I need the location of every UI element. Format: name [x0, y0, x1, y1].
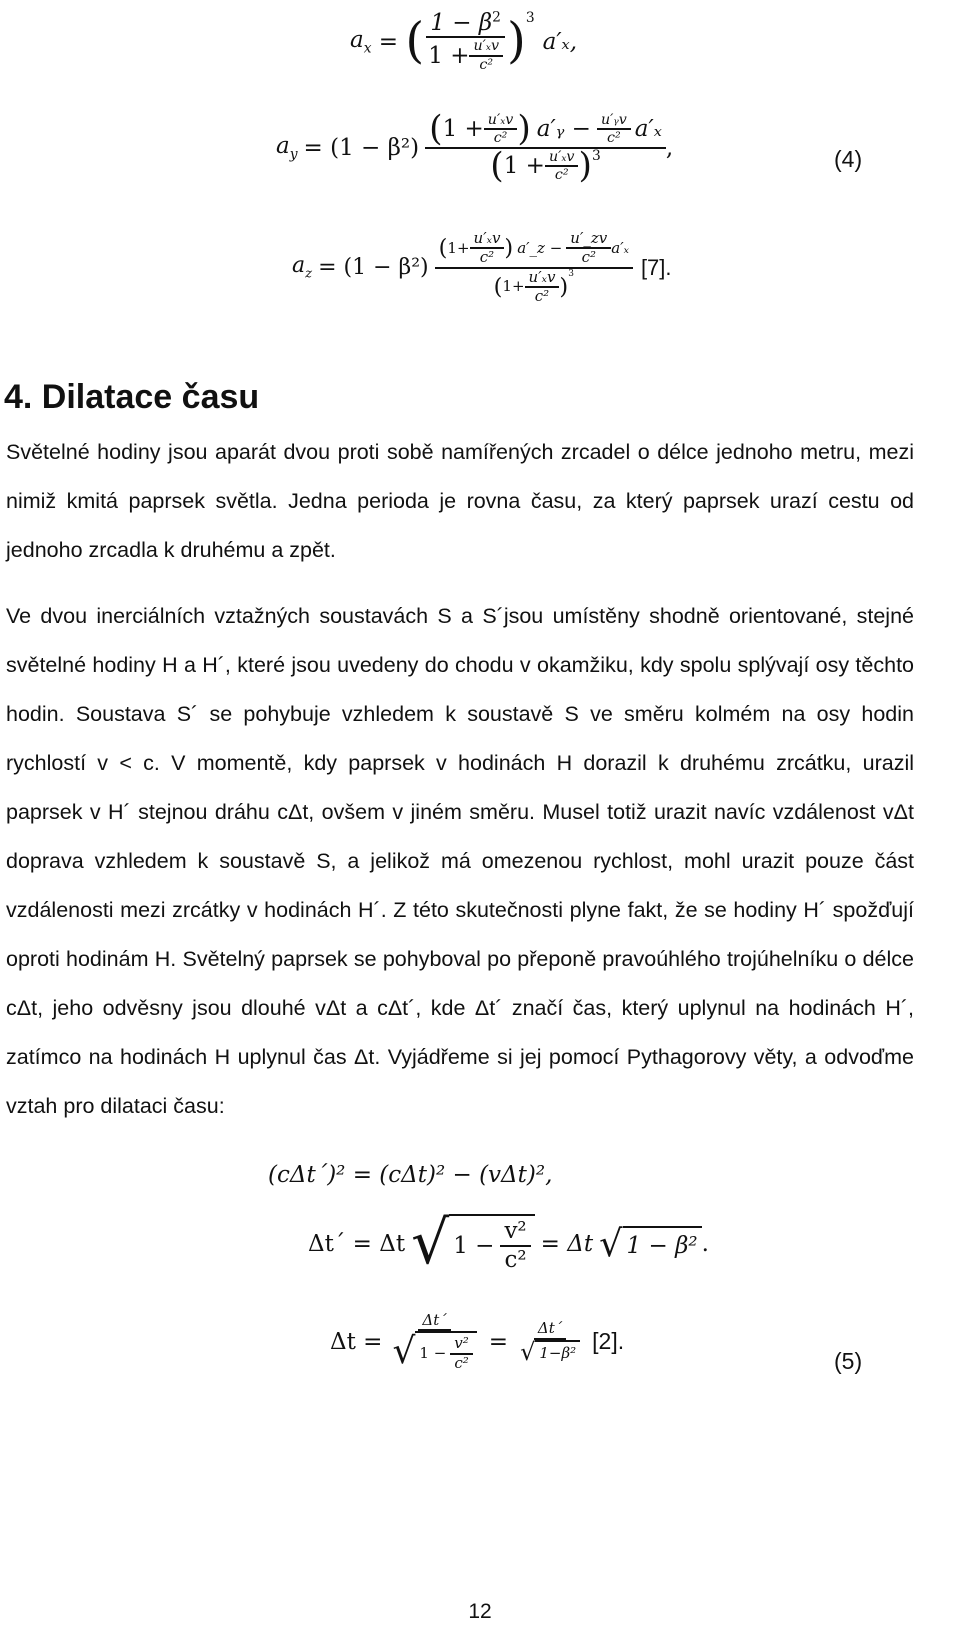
equation-dilation-2: Δt = Δt´ √ 1 − $\frac{\text{v²}}{\text{c²}}$ = Δt´ √ 1−β² [2]. [330, 1311, 625, 1372]
az-fraction: ( 1+ $\frac{\text{u′ₓv}}{\text{c²}}$ ) a′_z − $\frac{u'\_zv}{\text{c²}}$ a′ₓ ( 1+ $\frac{\text{u′ₓv}}{\text{c²}}$ ) 3 [435, 230, 633, 305]
equation-number-4: (4) [834, 146, 863, 172]
section-heading: 4. Dilatace času [4, 378, 260, 416]
dt2-fraction-2: Δt´ √ 1−β² [516, 1320, 584, 1363]
equation-pythagoras: (cΔt´)² = (cΔt)² − (vΔt)², [268, 1162, 553, 1188]
page-number: 12 [468, 1600, 492, 1623]
dt2-fraction-1: Δt´ √ 1 − $\frac{\text{v²}}{\text{c²}}$ [388, 1312, 480, 1372]
equation-ay: $a_y$ = (1 − β²) ( 1 + $\frac{\text{u′ₓv}}{\text{c²}}$ ) a′ᵧ − $\frac{\text{u′ᵧv}}{\text{c²}}$ a′ₓ ( 1 + $\frac{\text{u′ₓv}}{\text{c²}}$ ) 3 , [276, 108, 674, 186]
equation-number-5: (5) [834, 1348, 863, 1374]
sqrt-2: √ 1 − β² [599, 1226, 702, 1263]
equation-ax: $a_x$ = ( $1 - \beta^2$ 1 + $\frac{\text{u′ₓv}}{\text{c²}}$ ) 3 a′ₓ, [350, 9, 578, 73]
paragraph-light-clock: Světelné hodiny jsou aparát dvou proti sobě namířených zrcadel o délce jednoho metru, mezi nimiž kmitá paprsek světla. Jedna perioda je rovna času, za který paprsek urazí cestu od jednoho zrcadla k druhému a zpět. [6, 440, 914, 562]
ay-fraction: ( 1 + $\frac{\text{u′ₓv}}{\text{c²}}$ ) a′ᵧ − $\frac{\text{u′ᵧv}}{\text{c²}}$ a′ₓ ( 1 + $\frac{\text{u′ₓv}}{\text{c²}}$ ) 3 [425, 112, 666, 184]
ax-lhs: $a_x$ [350, 26, 372, 57]
az-lhs: $a_z$ [292, 253, 313, 282]
ay-lhs: $a_y$ [276, 132, 298, 163]
ax-fraction: $1 - \beta^2$ 1 + $\frac{\text{u′ₓv}}{\text{c²}}$ [424, 10, 507, 73]
equation-az: $a_z$ = (1 − β²) ( 1+ $\frac{\text{u′ₓv}}{\text{c²}}$ ) a′_z − $\frac{u'\_zv}{\text{c²}}$ a′ₓ ( 1+ $\frac{\text{u′ₓv}}{\text{c²}}$ ) 3 [7]. [292, 229, 672, 305]
equation-dilation-1: Δt´ = Δt √ 1 − $\frac{\text{v²}}{\text{c²}}$ = Δt √ 1 − β² . [308, 1208, 709, 1278]
sqrt-1: √ 1 − $\frac{\text{v²}}{\text{c²}}$ [411, 1214, 535, 1274]
paragraph-derivation: Ve dvou inerciálních vztažných soustavách S a S´jsou umístěny shodně orientované, stejné světelné hodiny H a H´, které jsou uvedeny do chodu v okamžiku, kdy spolu splývají osy těchto hodin. Soustava S´ se pohybuje vzhledem k soustavě S ve směru kolmém na osy hodin rychlostí v < c. V momentě, kdy paprsek v hodinách H dorazil k druhému zrcátku, urazil paprsek v H´ stejnou dráhu cΔt, ovšem v jiném směru. Musel totiž urazit navíc vzdálenost vΔt doprava vzhledem k soustavě S, a jelikož má omezenou rychlost, mohl urazit pouze část vzdálenosti mezi zrcátky v hodinách H´. Z této skutečnosti plyne fakt, že se hodiny H´ spožďují oproti hodinám H. Světelný paprsek se pohyboval po přeponě pravoúhlého trojúhelníku o délce cΔt, jeho odvěsny jsou dlouhé vΔt a cΔt´, kde Δt´ značí čas, který uplynul na hodinách H´, zatímco na hodinách H uplynul čas Δt. Vyjádřeme si jej pomocí Pythagorovy věty, a odvoďme vztah pro dilataci času: [6, 604, 914, 1118]
